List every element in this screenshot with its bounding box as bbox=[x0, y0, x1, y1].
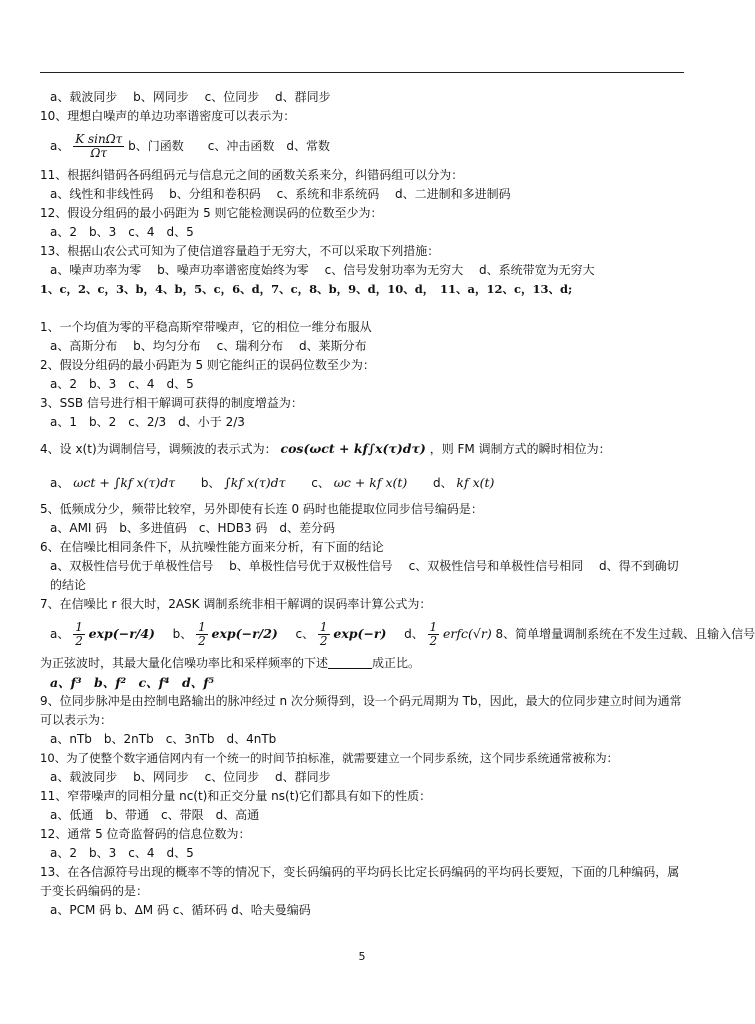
q8-stem-c-text: 成正比。 bbox=[372, 656, 421, 670]
q10-stem: 10、为了使整个数字通信网内有一个统一的时间节拍标准，就需要建立一个同步系统，这个同步系统通常被称为： bbox=[40, 751, 619, 765]
q4-opt-b-label: b、 bbox=[200, 476, 221, 490]
b1-q12-stem: 12、假设分组码的最小码距为 5 则它能检测误码的位数至少为： bbox=[40, 206, 383, 220]
q13-options: a、PCM 码 b、ΔM 码 c、循环码 d、哈夫曼编码 bbox=[50, 903, 311, 917]
q13-stem: 13、在各信源符号出现的概率不等的情况下，变长码编码的平均码长比定长码编码的平均码长要短，下面的几种编码，属于变长码编码的是： bbox=[40, 865, 680, 898]
q4-opt-c-formula: ωc + kf x(t) bbox=[333, 475, 408, 490]
q7-opt-b-formula: exp(−r/2) bbox=[211, 626, 278, 641]
q4-opt-b-formula: ∫kf x(τ)dτ bbox=[224, 475, 286, 490]
q7-opt-c-formula: exp(−r) bbox=[333, 626, 387, 641]
b1-q10-opt-a-label: a、 bbox=[50, 139, 70, 153]
b1-q10-options bbox=[40, 126, 684, 166]
sinc-denominator: Ωτ bbox=[73, 146, 124, 160]
q7-opt-d-formula: erfc(√r) bbox=[443, 626, 492, 641]
q8-stem-a: 8、简单增量调制系统在不发生过载、且输入信号 bbox=[495, 627, 755, 641]
fm-wave-formula: cos(ωct + kf∫x(τ)dτ) bbox=[280, 441, 426, 456]
q7-opt-a-formula: exp(−r/4) bbox=[88, 626, 155, 641]
half-numerator: 1 bbox=[75, 620, 83, 634]
b1-q9-options: a、载波同步 b、网同步 c、位同步 d、群同步 bbox=[50, 90, 331, 104]
q11-options: a、低通 b、带通 c、带限 d、高通 bbox=[50, 808, 260, 822]
half-numerator: 1 bbox=[198, 620, 206, 634]
q5-options: a、AMI 码 b、多进值码 c、HDB3 码 d、差分码 bbox=[50, 521, 336, 535]
q5-stem: 5、低频成分少，频带比较窄，另外即使有长连 0 码时也能提取位同步信号编码是： bbox=[40, 502, 483, 516]
q3-stem: 3、SSB 信号进行相干解调可获得的制度增益为： bbox=[40, 396, 303, 410]
q1-stem: 1、一个均值为零的平稳高斯窄带噪声，它的相位一维分布服从 bbox=[40, 320, 372, 334]
q7-stem: 7、在信噪比 r 很大时，2ASK 调制系统非相干解调的误码率计算公式为： bbox=[40, 597, 432, 611]
q8-stem-b bbox=[40, 654, 684, 673]
q1-options: a、高斯分布 b、均匀分布 c、瑞利分布 d、莱斯分布 bbox=[50, 339, 367, 353]
q2-stem: 2、假设分组码的最小码距为 5 则它能纠正的误码位数至少为： bbox=[40, 358, 375, 372]
q3-options: a、1 b、2 c、2/3 d、小于 2/3 bbox=[50, 415, 245, 429]
q7-opt-a-half bbox=[73, 621, 85, 648]
b1-q10-stem: 10、理想白噪声的单边功率谱密度可以表示为： bbox=[40, 109, 296, 123]
b1-q10-opt-rest: b、门函数 c、冲击函数 d、常数 bbox=[128, 139, 330, 153]
q8-stem-b-text: 为正弦波时，其最大量化信噪功率比和采样频率的下述 bbox=[40, 656, 329, 670]
q7-opt-d-half bbox=[428, 621, 440, 648]
page-number: 5 bbox=[358, 950, 366, 963]
q7-opt-c-label: c、 bbox=[295, 627, 315, 641]
b1-q11-stem: 11、根据纠错码各码组码元与信息元之间的函数关系来分，纠错码组可以分为： bbox=[40, 168, 464, 182]
q10-options: a、载波同步 b、网同步 c、位同步 d、群同步 bbox=[50, 770, 331, 784]
b1-q13-stem: 13、根据山农公式可知为了使信道容量趋于无穷大，不可以采取下列措施： bbox=[40, 244, 440, 258]
document-body bbox=[40, 88, 755, 920]
half-denominator: 2 bbox=[429, 634, 438, 648]
q12-options: a、2 b、3 c、4 d、5 bbox=[50, 846, 194, 860]
q4-stem-right: ，则 FM 调制方式的瞬时相位为： bbox=[429, 442, 611, 456]
q4-opt-a-label: a、 bbox=[50, 476, 70, 490]
q7-opt-b-label: b、 bbox=[172, 627, 193, 641]
q9-stem: 9、位同步脉冲是由控制电路输出的脉冲经过 n 次分频得到，设一个码元周期为 Tb，因此，最大的位同步建立时间为通常可以表示为： bbox=[40, 694, 682, 727]
b1-q13-options: a、噪声功率为零 b、噪声功率谱密度始终为零 c、信号发射功率为无穷大 d、系统带宽为无穷大 bbox=[50, 263, 595, 277]
q4-opt-d-label: d、 bbox=[432, 476, 453, 490]
b1-q11-options: a、线性和非线性码 b、分组和卷积码 c、系统和非系统码 d、二进制和多进制码 bbox=[50, 187, 511, 201]
q9-options: a、nTb b、2nTb c、3nTb d、4nTb bbox=[50, 732, 277, 746]
q4-stem bbox=[40, 432, 684, 466]
sinc-numerator: K sinΩτ bbox=[75, 132, 123, 146]
q4-opt-d-formula: kf x(t) bbox=[456, 475, 495, 490]
q6-stem: 6、在信噪比相同条件下，从抗噪性能方面来分析，有下面的结论 bbox=[40, 540, 384, 554]
section-gap bbox=[40, 299, 684, 318]
half-numerator: 1 bbox=[429, 620, 438, 634]
q6-options: a、双极性信号优于单极性信号 b、单极性信号优于双极性信号 c、双极性信号和单极性信号相同 d、得不到确切的结论 bbox=[50, 559, 679, 592]
q2-options: a、2 b、3 c、4 d、5 bbox=[50, 377, 194, 391]
q7-opt-a-label: a、 bbox=[50, 627, 70, 641]
q4-options bbox=[40, 466, 684, 500]
q4-opt-c-label: c、 bbox=[311, 476, 330, 490]
sinc-fraction bbox=[73, 133, 124, 160]
header-rule bbox=[40, 72, 684, 73]
q7-opt-b-half bbox=[196, 621, 208, 648]
q4-stem-left: 4、设 x(t)为调制信号，调频波的表示式为： bbox=[40, 442, 277, 456]
q7-options bbox=[40, 614, 755, 654]
q11-stem: 11、窄带噪声的同相分量 nc(t)和正交分量 ns(t)它们都具有如下的性质： bbox=[40, 789, 432, 803]
half-denominator: 2 bbox=[319, 634, 328, 648]
q7-opt-c-half bbox=[318, 621, 330, 648]
q8-options: a、f³ b、f² c、f⁴ d、f⁵ bbox=[50, 675, 215, 690]
half-numerator: 1 bbox=[319, 620, 328, 634]
q4-opt-a-formula: ωct + ∫kf x(τ)dτ bbox=[73, 475, 176, 490]
q7-opt-d-label: d、 bbox=[404, 627, 424, 641]
answer-blank bbox=[328, 656, 372, 669]
half-denominator: 2 bbox=[198, 634, 206, 648]
b1-q12-options: a、2 b、3 c、4 d、5 bbox=[50, 225, 194, 239]
q12-stem: 12、通常 5 位奇监督码的信息位数为： bbox=[40, 827, 251, 841]
half-denominator: 2 bbox=[75, 634, 83, 648]
answer-key: 1、c，2、c，3、b，4、b，5、c，6、d，7、c，8、b，9、d，10、d， 11、a，12、c，13、d; bbox=[40, 282, 573, 296]
